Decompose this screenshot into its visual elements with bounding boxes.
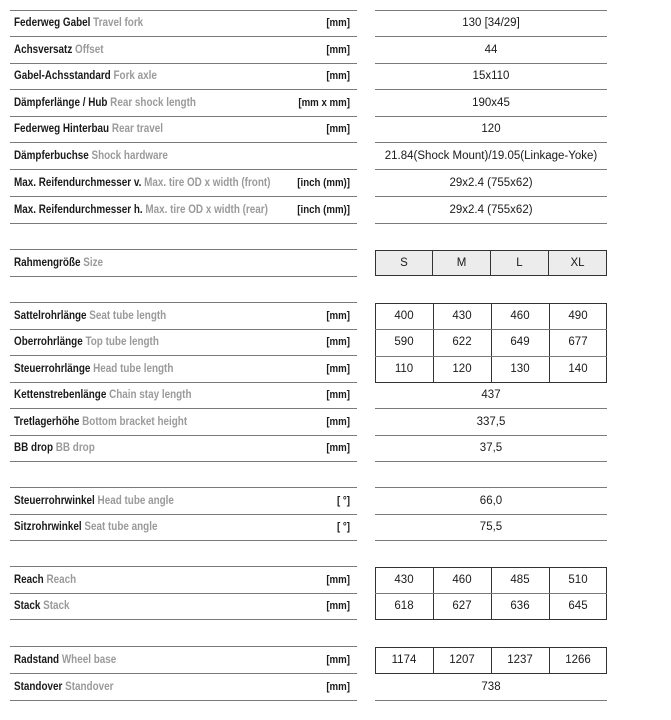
value-cell: 21.84(Shock Mount)/19.05(Linkage-Yoke) bbox=[384, 150, 598, 162]
row-divider bbox=[375, 461, 607, 462]
top-divider bbox=[375, 10, 607, 11]
row-divider bbox=[10, 276, 357, 277]
row-divider bbox=[10, 382, 357, 383]
label-english: Head tube angle bbox=[94, 495, 174, 507]
row-divider bbox=[375, 223, 607, 224]
value-cell-size-L: 649 bbox=[510, 336, 530, 348]
label-german: Gabel-Achsstandard bbox=[14, 70, 111, 82]
value-cell: 75,5 bbox=[479, 521, 503, 533]
row-label bbox=[14, 176, 270, 190]
value-cell-size-XL: 490 bbox=[568, 310, 588, 322]
label-german: BB drop bbox=[14, 442, 54, 454]
grid-row-divider bbox=[375, 593, 607, 594]
unit-label: [mm] bbox=[326, 574, 350, 586]
unit-label: [mm] bbox=[326, 654, 350, 666]
row-divider bbox=[375, 142, 607, 143]
value-cell: 44 bbox=[484, 44, 498, 56]
unit-label: [mm] bbox=[326, 17, 350, 29]
label-german: Radstand bbox=[14, 654, 60, 666]
label-german: Max. Reifendurchmesser v. bbox=[14, 177, 142, 189]
value-cell: 130 [34/29] bbox=[462, 17, 520, 29]
row-divider bbox=[375, 700, 607, 701]
label-german: Tretlagerhöhe bbox=[14, 416, 80, 428]
row-label bbox=[14, 122, 163, 136]
label-english: Shock hardware bbox=[88, 150, 168, 162]
label-english: Seat tube length bbox=[86, 310, 167, 322]
section-divider bbox=[10, 646, 357, 647]
value-cell-size-L: 460 bbox=[510, 310, 530, 322]
value-cell-size-M: 1207 bbox=[449, 654, 475, 666]
row-label bbox=[14, 441, 95, 455]
unit-label: [mm] bbox=[326, 416, 350, 428]
row-label bbox=[14, 149, 168, 163]
label-german: Rahmengröße bbox=[14, 257, 81, 269]
value-cell-size-XL: 645 bbox=[568, 600, 588, 612]
row-divider bbox=[10, 329, 357, 330]
unit-label: [mm] bbox=[326, 310, 350, 322]
row-divider bbox=[10, 89, 357, 90]
unit-label: [mm] bbox=[326, 70, 350, 82]
label-german: Federweg Gabel bbox=[14, 17, 91, 29]
row-divider bbox=[10, 116, 357, 117]
value-cell-size-XL: 1266 bbox=[565, 654, 591, 666]
row-divider bbox=[10, 673, 357, 674]
row-label bbox=[14, 653, 116, 667]
row-divider bbox=[375, 169, 607, 170]
label-german: Kettenstrebenlänge bbox=[14, 389, 107, 401]
value-cell-size-L: 130 bbox=[510, 363, 530, 375]
value-cell-size-S: 618 bbox=[394, 600, 414, 612]
row-label bbox=[14, 573, 76, 587]
label-english: Standover bbox=[62, 681, 114, 693]
row-divider bbox=[10, 461, 357, 462]
row-divider bbox=[10, 619, 357, 620]
unit-label: [mm] bbox=[326, 389, 350, 401]
label-english: Rear travel bbox=[109, 123, 163, 135]
row-divider bbox=[375, 36, 607, 37]
label-english: Stack bbox=[40, 600, 70, 612]
unit-label: [inch (mm)] bbox=[297, 177, 350, 189]
value-cell-size-L: 485 bbox=[510, 574, 530, 586]
row-divider bbox=[10, 63, 357, 64]
value-cell-size-XL: 140 bbox=[568, 363, 588, 375]
label-german: Dämpferlänge / Hub bbox=[14, 97, 108, 109]
row-divider bbox=[375, 514, 607, 515]
value-cell-size-S: 110 bbox=[394, 363, 414, 375]
row-label-frame-size bbox=[14, 256, 103, 270]
label-german: Steuerrohrwinkel bbox=[14, 495, 95, 507]
row-divider bbox=[10, 196, 357, 197]
row-divider bbox=[375, 196, 607, 197]
row-label bbox=[14, 494, 174, 508]
value-cell-size-S: 590 bbox=[394, 336, 414, 348]
row-label bbox=[14, 96, 196, 110]
label-german: Max. Reifendurchmesser h. bbox=[14, 204, 143, 216]
value-cell-size-XL: 677 bbox=[568, 336, 588, 348]
label-english: Travel fork bbox=[90, 17, 144, 29]
label-english: Head tube length bbox=[90, 363, 174, 375]
unit-label: [inch (mm)] bbox=[297, 204, 350, 216]
value-cell: 29x2.4 (755x62) bbox=[449, 204, 533, 216]
row-label bbox=[14, 309, 166, 323]
unit-label: [mm] bbox=[326, 681, 350, 693]
value-cell-size-M: 627 bbox=[452, 600, 472, 612]
label-english: Top tube length bbox=[82, 336, 159, 348]
unit-label: [mm] bbox=[326, 363, 350, 375]
grid-row-divider bbox=[375, 356, 607, 357]
value-cell: 337,5 bbox=[476, 416, 506, 428]
label-english: Chain stay length bbox=[106, 389, 192, 401]
row-divider bbox=[10, 540, 357, 541]
label-german: Sitzrohrwinkel bbox=[14, 521, 82, 533]
label-english: Fork axle bbox=[110, 70, 157, 82]
unit-label: [mm] bbox=[326, 123, 350, 135]
value-cell-size-L: 636 bbox=[510, 600, 530, 612]
unit-label: [ °] bbox=[336, 495, 350, 507]
row-divider bbox=[375, 435, 607, 436]
label-german: Sattelrohrlänge bbox=[14, 310, 87, 322]
label-english: Max. tire OD x width (rear) bbox=[142, 204, 268, 216]
label-german: Standover bbox=[14, 681, 63, 693]
value-cell-size-XL: 510 bbox=[568, 574, 588, 586]
label-german: Oberrohrlänge bbox=[14, 336, 83, 348]
row-label bbox=[14, 388, 192, 402]
unit-label: [mm] bbox=[326, 336, 350, 348]
label-german: Achsversatz bbox=[14, 44, 73, 56]
value-cell-size-M: 430 bbox=[452, 310, 472, 322]
row-label bbox=[14, 69, 157, 83]
section-divider bbox=[10, 302, 357, 303]
value-cell-size-M: 120 bbox=[452, 363, 472, 375]
row-label bbox=[14, 335, 159, 349]
row-label bbox=[14, 680, 113, 694]
unit-label: [mm] bbox=[326, 442, 350, 454]
row-divider bbox=[10, 355, 357, 356]
value-cell-size-S: 1174 bbox=[391, 654, 417, 666]
top-divider bbox=[10, 10, 357, 11]
size-header-S: S bbox=[375, 250, 433, 276]
unit-label: [mm] bbox=[326, 44, 350, 56]
value-cell: 37,5 bbox=[479, 442, 503, 454]
row-divider bbox=[10, 142, 357, 143]
size-header-M: M bbox=[432, 250, 491, 276]
grid-row-divider bbox=[375, 329, 607, 330]
row-label bbox=[14, 16, 143, 30]
row-divider bbox=[375, 63, 607, 64]
row-label bbox=[14, 43, 104, 57]
row-divider bbox=[375, 116, 607, 117]
unit-label: [mm] bbox=[326, 600, 350, 612]
label-german: Dämpferbuchse bbox=[14, 150, 89, 162]
value-cell: 120 bbox=[481, 123, 501, 135]
value-cell: 190x45 bbox=[472, 97, 510, 109]
section-divider bbox=[10, 487, 357, 488]
label-english: BB drop bbox=[53, 442, 95, 454]
section-divider bbox=[10, 566, 357, 567]
size-header-XL: XL bbox=[548, 250, 607, 276]
value-cell: 738 bbox=[481, 681, 501, 693]
label-english: Offset bbox=[72, 44, 104, 56]
label-english: Wheel base bbox=[59, 654, 117, 666]
unit-label: [ °] bbox=[336, 521, 350, 533]
row-label bbox=[14, 599, 70, 613]
label-german: Steuerrohrlänge bbox=[14, 363, 91, 375]
row-divider bbox=[375, 89, 607, 90]
value-cell-size-M: 622 bbox=[452, 336, 472, 348]
label-english: Rear shock length bbox=[107, 97, 196, 109]
row-divider bbox=[375, 408, 607, 409]
section-divider bbox=[10, 249, 357, 250]
row-divider bbox=[10, 435, 357, 436]
value-cell-size-M: 460 bbox=[452, 574, 472, 586]
label-english: Size bbox=[80, 257, 104, 269]
label-english: Reach bbox=[43, 574, 77, 586]
row-divider bbox=[10, 223, 357, 224]
value-cell-size-S: 430 bbox=[394, 574, 414, 586]
row-divider bbox=[10, 514, 357, 515]
row-label bbox=[14, 415, 187, 429]
row-label bbox=[14, 520, 157, 534]
row-divider bbox=[10, 408, 357, 409]
value-cell: 437 bbox=[481, 389, 501, 401]
row-divider bbox=[375, 540, 607, 541]
row-divider bbox=[10, 700, 357, 701]
label-german: Stack bbox=[14, 600, 41, 612]
label-english: Max. tire OD x width (front) bbox=[141, 177, 271, 189]
unit-label: [mm x mm] bbox=[298, 97, 350, 109]
value-cell-size-S: 400 bbox=[394, 310, 414, 322]
row-divider bbox=[10, 36, 357, 37]
label-english: Seat tube angle bbox=[81, 521, 158, 533]
label-german: Federweg Hinterbau bbox=[14, 123, 110, 135]
value-cell-size-L: 1237 bbox=[507, 654, 533, 666]
label-german: Reach bbox=[14, 574, 44, 586]
value-cell: 66,0 bbox=[479, 495, 503, 507]
row-label bbox=[14, 203, 268, 217]
row-divider bbox=[10, 593, 357, 594]
row-label bbox=[14, 362, 173, 376]
section-divider bbox=[375, 487, 607, 488]
value-cell: 29x2.4 (755x62) bbox=[449, 177, 533, 189]
label-english: Bottom bracket height bbox=[79, 416, 188, 428]
size-header-L: L bbox=[490, 250, 549, 276]
value-cell: 15x110 bbox=[472, 70, 510, 82]
row-divider bbox=[10, 169, 357, 170]
